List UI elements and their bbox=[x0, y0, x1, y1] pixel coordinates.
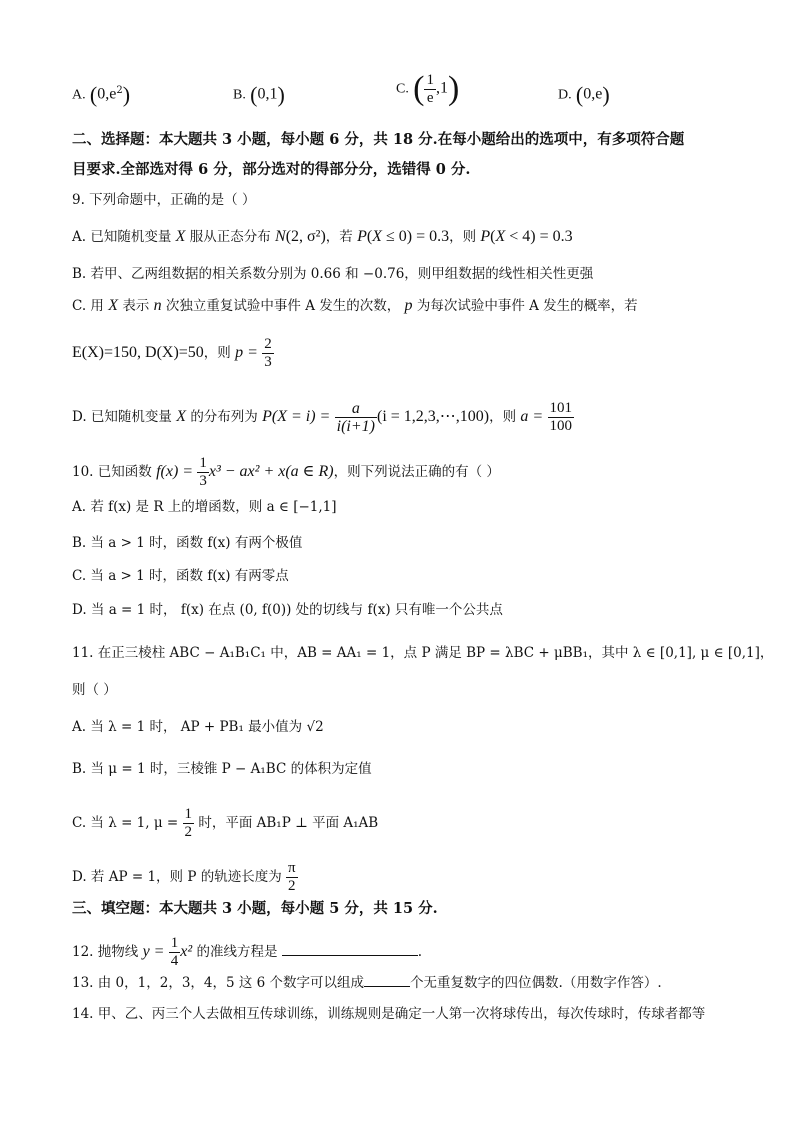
q8-option-b: B. (0,1) bbox=[233, 82, 285, 107]
q10-stem: 10. 已知函数 f(x) = $\frac{1}{3}$ x³ − ax² + x(a ∈ R)，则下列说法正确的有（ ） bbox=[72, 455, 500, 489]
q9-option-b: B. 若甲、乙两组数据的相关系数分别为 0.66 和 −0.76，则甲组数据的线性相关性更强 bbox=[72, 266, 594, 282]
q11-stem-line1: 11. 在正三棱柱 ABC − A₁B₁C₁ 中，AB = AA₁ = 1，点 P 满足 BP = λBC + μBB₁，其中 λ ∈ [0,1], μ ∈ [0,1]， bbox=[72, 645, 774, 661]
q8-option-a: A. $(0,e^2)$ bbox=[72, 82, 131, 107]
q9-option-d: D. 已知随机变量 X 的分布列为 P(X = i) = $\frac{a}{i(i+1)}$ (i = 1,2,3,⋯,100)，则 a = $\frac{101}{100}$ bbox=[72, 400, 573, 435]
section2-heading-line2: 目要求.全部选对得 6 分，部分选对的得部分分，选错得 0 分. bbox=[72, 161, 471, 178]
q14: 14. 甲、乙、丙三个人去做相互传球训练，训练规则是确定一人第一次将球传出，每次传球时，传球者都等 bbox=[72, 1006, 706, 1022]
q10-option-c: C. 当 a > 1 时，函数 f(x) 有两零点 bbox=[72, 568, 289, 584]
q10-option-a: A. 若 f(x) 是 R 上的增函数，则 a ∈ [−1,1] bbox=[72, 499, 337, 515]
q11-option-c: C. 当 λ = 1, μ = $\frac{1}{2}$ 时，平面 AB₁P ⊥ 平面 A₁AB bbox=[72, 806, 379, 840]
q9-stem: 9. 下列命题中，正确的是（ ） bbox=[72, 192, 256, 208]
q12: 12. 抛物线 y = $\frac{1}{4}$ x² 的准线方程是 . bbox=[72, 935, 423, 969]
q8-option-d: D. (0,e) bbox=[558, 82, 610, 107]
q13-answer-blank[interactable] bbox=[364, 972, 410, 987]
section3-heading: 三、填空题：本大题共 3 小题，每小题 5 分，共 15 分. bbox=[72, 900, 438, 917]
q9-option-a: A. 已知随机变量 X 服从正态分布 N(2, σ²)，若 P(X ≤ 0) = 0.3，则 P(X < 4) = 0.3 bbox=[72, 228, 573, 245]
q10-option-d: D. 当 a = 1 时， f(x) 在点 (0, f(0)) 处的切线与 f(x) 只有唯一个公共点 bbox=[72, 602, 503, 618]
q11-option-b: B. 当 μ = 1 时，三棱锥 P − A₁BC 的体积为定值 bbox=[72, 761, 372, 777]
q10-option-b: B. 当 a > 1 时，函数 f(x) 有两个极值 bbox=[72, 535, 303, 551]
q8-option-a-value: 0,e bbox=[97, 85, 117, 103]
q11-option-d: D. 若 AP = 1，则 P 的轨迹长度为 $\frac{\pi}{2}$ bbox=[72, 860, 296, 894]
q9-option-c-line1: C. 用 X 表示 n 次独立重复试验中事件 A 发生的次数， p 为每次试验中事件 A 发生的概率，若 bbox=[72, 297, 638, 314]
q11-stem-line2: 则（ ） bbox=[72, 682, 117, 698]
q12-answer-blank[interactable] bbox=[282, 941, 418, 956]
q8-option-c: C. ( $\frac{1}{e}$ ,1) bbox=[396, 70, 460, 107]
section2-heading-line1: 二、选择题：本大题共 3 小题，每小题 6 分，共 18 分.在每小题给出的选项中，有多项符合题 bbox=[72, 131, 685, 148]
q13: 13. 由 0，1，2，3，4，5 这 6 个数字可以组成 个无重复数字的四位偶数.（用数字作答）. bbox=[72, 972, 662, 993]
q9-option-c-line2: E(X)=150, D(X)=50，则 p = $\frac{2}{3}$ bbox=[72, 336, 272, 370]
q11-option-a: A. 当 λ = 1 时， AP + PB₁ 最小值为 √2 bbox=[72, 719, 324, 735]
